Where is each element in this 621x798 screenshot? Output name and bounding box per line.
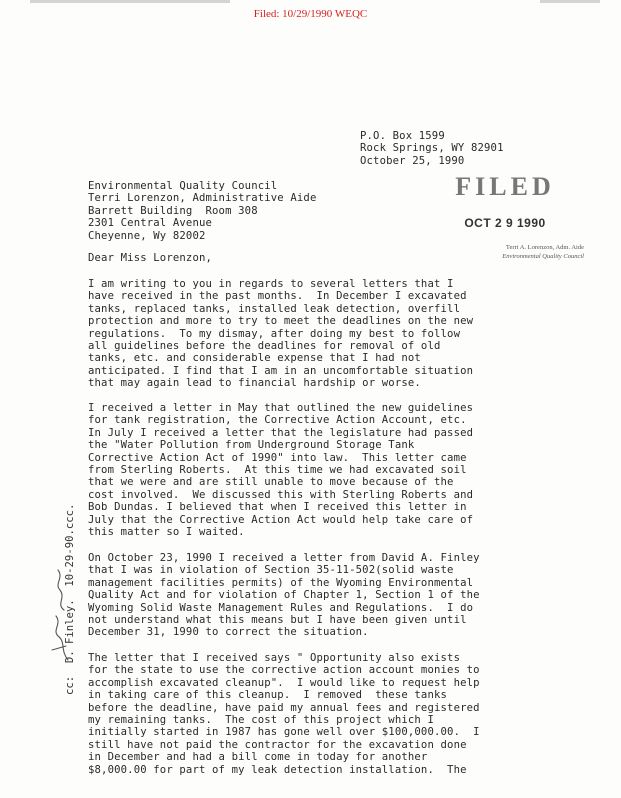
body-line: that I was in violation of Section 35-11-502(solid waste [88, 564, 454, 577]
return-address-line: P.O. Box 1599 [360, 130, 445, 142]
body-line: for tank registration, the Corrective Action Account, etc. [88, 414, 467, 427]
body-line: tanks, etc. and considerable expense that I had not [88, 352, 421, 365]
body-line: regulations. To my dismay, after doing my best to follow [88, 327, 461, 340]
filed-header-stamp: Filed: 10/29/1990 WEQC [253, 8, 368, 20]
body-line: this matter so I waited. [88, 526, 245, 539]
filed-stamp-name: Terri A. Lorenzon, Adm. Aide [505, 244, 584, 251]
body-line: have received in the past months. In December I excavated [88, 290, 467, 303]
body-line: still have not paid the contractor for the excavation done [88, 738, 467, 751]
body-line: Bob Dundas. I believed that when I received this letter in [88, 501, 467, 514]
body-line: cost involved. We discussed this with Sterling Roberts and [88, 488, 474, 501]
cc-note: cc: D. Finley. 10-29-90.ccc. [64, 503, 76, 695]
body-line: I received a letter in May that outlined the new guidelines [88, 402, 474, 414]
return-address-line: Rock Springs, WY 82901 [360, 142, 504, 155]
filed-stamp-word: FILED [455, 172, 555, 201]
body-paragraph [88, 652, 548, 776]
recipient-address [88, 180, 316, 242]
handwritten-initials [38, 550, 78, 670]
salutation: Dear Miss Lorenzon, [88, 252, 213, 264]
body-line: $8,000.00 for part of my leak detection installation. The [88, 763, 467, 776]
body-line: management facilities permits) of the Wyoming Environmental [88, 576, 474, 589]
body-paragraph [88, 552, 548, 639]
recipient-line: Barrett Building Room 308 [88, 204, 258, 217]
filed-stamp-org: Environmental Quality Council [502, 253, 584, 260]
body-paragraph [88, 278, 548, 390]
body-line: December 31, 1990 to correct the situation. [88, 626, 369, 639]
filed-stamp-date: OCT 2 9 1990 [464, 216, 546, 230]
body-line: July that the Corrective Action Act would help take care of [88, 513, 474, 526]
body-line: anticipated. I find that I am in an uncomfortable situation [88, 364, 474, 377]
body-line: accomplish excavated cleanup". I would like to request help [88, 676, 480, 689]
body-line: that we were and are still unable to move because of the [88, 476, 454, 489]
body-line: that may again lead to financial hardship or worse. [88, 377, 421, 390]
body-line: Corrective Action Act of 1990" into law. This letter came [88, 451, 467, 464]
body-line: tanks, replaced tanks, installed leak detection, overfill [88, 302, 461, 315]
filed-stamp [420, 172, 590, 260]
top-edge-scrap [30, 0, 230, 3]
body-line: my remaining tanks. The cost of this project which I [88, 714, 434, 727]
top-edge-scrap [540, 0, 600, 3]
body-line: the "Water Pollution from Underground Storage Tank [88, 439, 415, 452]
recipient-line: 2301 Central Avenue [88, 217, 213, 230]
body-line: initially started in 1987 has gone well over $100,000.00. I [88, 726, 480, 739]
return-address [360, 130, 504, 167]
body-line: I am writing to you in regards to several letters that I [88, 278, 454, 290]
body-line: before the deadline, have paid my annual fees and registered [88, 701, 480, 714]
body-line: On October 23, 1990 I received a letter from David A. Finley [88, 552, 480, 564]
body-line: not understand what this means but I have been given until [88, 614, 467, 627]
body-line: in December and had a bill come in today for another [88, 751, 428, 764]
body-line: protection and more to try to meet the deadlines on the new [88, 315, 474, 328]
handwritten-stroke [52, 570, 68, 660]
body-line: all guidelines before the deadlines for removal of old [88, 340, 441, 353]
recipient-line: Environmental Quality Council [88, 180, 278, 192]
letter-date: October 25, 1990 [360, 154, 465, 167]
recipient-line: Terri Lorenzon, Administrative Aide [88, 192, 317, 205]
body-line: in taking care of this cleanup. I removed these tanks [88, 689, 448, 702]
body-line: In July I received a letter that the legislature had passed [88, 426, 474, 439]
body-paragraph [88, 402, 548, 538]
body-line: from Sterling Roberts. At this time we had excavated soil [88, 464, 467, 477]
body-line: Wyoming Solid Waste Management Rules and Regulations. I do [88, 601, 474, 614]
body-line: The letter that I received says " Opportunity also exists [88, 652, 461, 664]
recipient-line: Cheyenne, Wy 82002 [88, 229, 206, 242]
body-line: for the state to use the corrective action account monies to [88, 664, 480, 677]
body-line: Quality Act and for violation of Chapter 1, Section 1 of the [88, 589, 480, 602]
